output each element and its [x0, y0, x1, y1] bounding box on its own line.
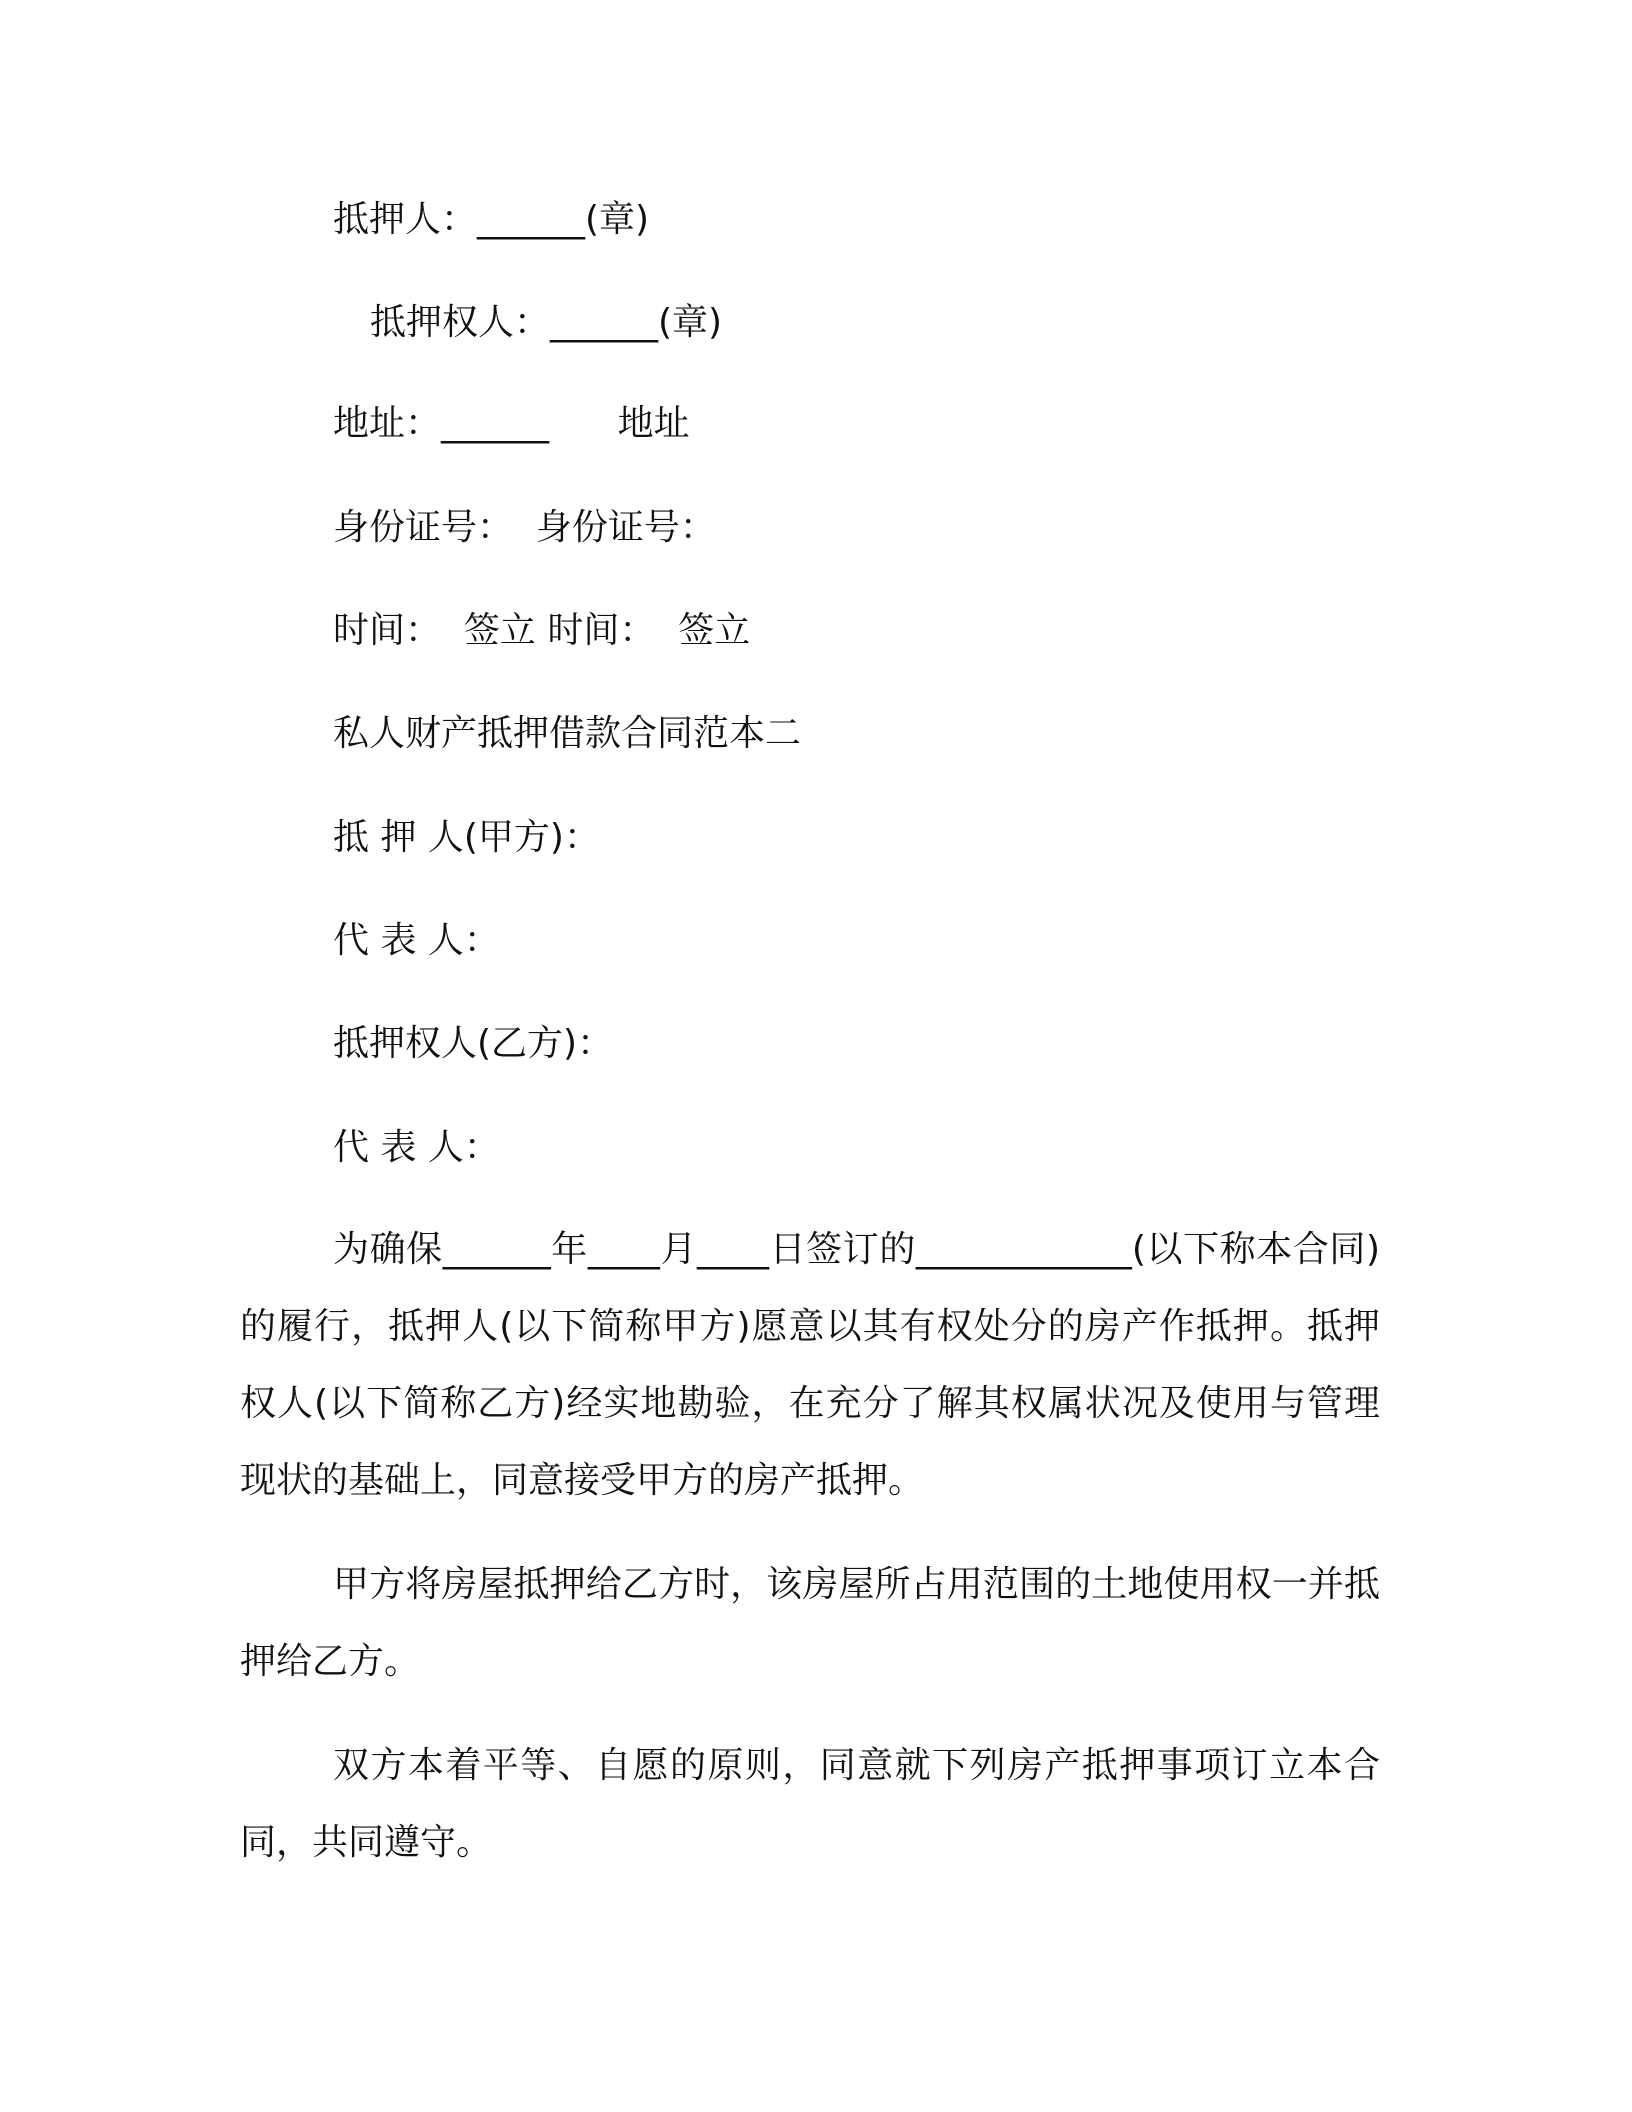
- party-a-line: 抵 押 人(甲方)：: [333, 817, 600, 858]
- mortgagee-signature-line: 抵押权人：______(章): [370, 302, 723, 343]
- party-a-representative-line: 代 表 人：: [333, 920, 500, 961]
- body-paragraph-3: 双方本着平等、自愿的原则，同意就下列房产抵押事项订立本合同，共同遵守。: [240, 1745, 1380, 1863]
- party-b-line: 抵押权人(乙方)：: [333, 1023, 614, 1064]
- body-paragraph-2: 甲方将房屋抵押给乙方时，该房屋所占用范围的土地使用权一并抵押给乙方。: [240, 1564, 1380, 1682]
- signing-time-line: 时间： 签立 时间： 签立: [333, 610, 751, 651]
- body-paragraph-1: 为确保______年____月____日签订的____________(以下称本合同)的履行，抵押人(以下简称甲方)愿意以其有权处分的房产作抵押。抵押权人(以下简称乙方)经实地勘验，在充分了解其权属状况及使用与管理现状的基础上，同意接受甲方的房产抵押。: [240, 1229, 1380, 1501]
- mortgagor-signature-line: 抵押人：______(章): [333, 199, 650, 240]
- id-number-line: 身份证号： 身份证号：: [333, 507, 716, 548]
- address-line: 地址：______ 地址: [333, 403, 690, 444]
- party-b-representative-line: 代 表 人：: [333, 1127, 500, 1168]
- template-title: 私人财产抵押借款合同范本二: [333, 713, 802, 754]
